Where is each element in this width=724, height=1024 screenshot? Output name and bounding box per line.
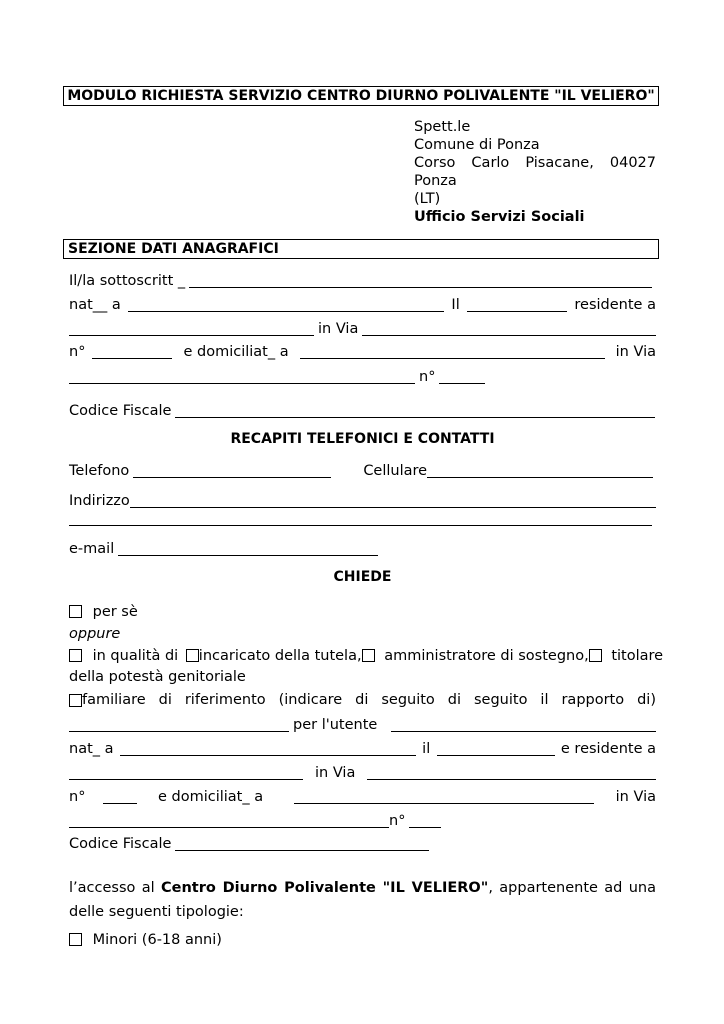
telefono-field[interactable] [133,464,331,478]
luogo-nascita-field[interactable] [128,298,444,312]
label-in-via: in Via [318,321,359,337]
utente-numero-domicilio-field[interactable] [409,814,441,828]
cellulare-field[interactable] [427,464,653,478]
form-title: MODULO RICHIESTA SERVIZIO CENTRO DIURNO POLIVALENTE "IL VELIERO" [63,86,659,106]
label-utente-domiciliato: e domiciliat_ a [157,789,264,805]
label-per-se: per sè [92,604,138,620]
label-sottoscritto: Il/la sottoscritt _ [69,273,186,289]
address-line: Corso Carlo Pisacane, 04027 Ponza [414,155,656,189]
domicilio-row [69,341,656,361]
email-row [69,538,656,558]
chiede-heading: CHIEDE [333,569,392,585]
utente-via-domicilio-row [69,810,656,830]
label-incaricato: incaricato della tutela, [198,648,362,664]
utente-domicilio-field[interactable] [294,790,594,804]
label-familiare: familiare di riferimento (indicare di seguito di seguito il rapporto di) [82,692,656,708]
recapiti-heading: RECAPITI TELEFONICI E CONTATTI [230,431,495,447]
accesso-text-end: , appartenente ad una delle seguenti tipologie: [69,880,656,920]
label-amministratore: amministratore di sostegno, [384,648,589,664]
label-utente-codice-fiscale: Codice Fiscale [69,836,172,852]
numero-civico-field[interactable] [92,345,172,359]
label-domiciliato-a: e domiciliat_ a [183,344,289,360]
telefono-row [69,460,656,480]
via-field[interactable] [362,322,656,336]
accesso-text: l’accesso al [69,880,161,896]
per-se-option [69,602,656,622]
label-telefono: Telefono [69,463,130,479]
recipient-address [414,118,656,226]
label-utente-numero: n° [69,789,86,805]
label-residente-a: residente a [574,297,656,313]
codice-fiscale-field[interactable] [175,404,655,418]
indirizzo-field[interactable] [130,494,656,508]
label-utente-residente-a: e residente a [560,741,656,757]
label-numero: n° [69,344,86,360]
label-indirizzo: Indirizzo [69,493,130,509]
residenza-row [69,318,656,338]
minori-checkbox[interactable] [69,933,82,946]
familiare-option [69,690,656,710]
address-office: Ufficio Servizi Sociali [414,209,585,225]
label-utente-il: il [422,741,431,757]
rapporto-field[interactable] [69,718,289,732]
in-qualita-checkbox[interactable] [69,649,82,662]
numero-domicilio-field[interactable] [439,370,485,384]
utente-luogo-nascita-field[interactable] [120,742,416,756]
utente-codice-fiscale-field[interactable] [175,837,429,851]
utente-codice-fiscale-row [69,833,656,853]
label-minori: Minori (6-18 anni) [92,932,222,948]
label-utente-in-via: in Via [315,765,356,781]
minori-option [69,930,656,950]
label-il: Il [451,297,460,313]
indirizzo-row [69,490,656,510]
accesso-paragraph [69,876,656,924]
label-nato-a: nat__ a [69,297,121,313]
label-numero-2: n° [419,369,436,385]
utente-data-nascita-field[interactable] [437,742,555,756]
utente-residenza-row [69,762,656,782]
per-se-checkbox[interactable] [69,605,82,618]
email-field[interactable] [118,542,378,556]
utente-numero-field[interactable] [103,790,137,804]
address-line: Spett.le [414,119,471,135]
data-nascita-field[interactable] [467,298,567,312]
familiare-checkbox[interactable] [69,694,82,707]
domicilio-via-row [69,366,656,386]
utente-domicilio-row [69,786,656,806]
address-line: Comune di Ponza [414,137,540,153]
label-oppure: oppure [69,626,121,642]
incaricato-checkbox[interactable] [186,649,199,662]
label-utente-in-via-2: in Via [615,789,656,805]
utente-residenza-field[interactable] [69,766,303,780]
titolare-checkbox[interactable] [589,649,602,662]
sottoscritto-row [69,270,656,290]
label-in-via-2: in Via [615,344,656,360]
amministratore-checkbox[interactable] [362,649,375,662]
label-cellulare: Cellulare [363,463,428,479]
label-utente-numero-2: n° [389,813,406,829]
indirizzo-field-line2[interactable] [69,524,652,526]
section-anagrafica-title: SEZIONE DATI ANAGRAFICI [63,239,659,259]
label-utente-nato-a: nat_ a [69,741,114,757]
codice-fiscale-row [69,400,656,420]
label-email: e-mail [69,541,115,557]
label-titolare: titolare [611,648,664,664]
label-per-utente: per l'utente [293,717,378,733]
utente-nascita-row [69,738,656,758]
label-in-qualita: in qualità di [92,648,179,664]
address-line: (LT) [414,191,441,207]
domicilio-field[interactable] [300,345,605,359]
qualita-option [69,646,664,666]
utente-via-field[interactable] [367,766,656,780]
nascita-row [69,294,656,314]
centro-name: Centro Diurno Polivalente "IL VELIERO" [160,880,489,896]
label-potesta: della potestà genitoriale [69,669,246,685]
per-utente-row [69,714,656,734]
label-codice-fiscale: Codice Fiscale [69,403,172,419]
utente-field[interactable] [391,718,656,732]
residenza-field[interactable] [69,322,314,336]
utente-via-domicilio-field[interactable] [69,814,389,828]
sottoscritto-field[interactable] [189,274,652,288]
via-domicilio-field[interactable] [69,370,415,384]
